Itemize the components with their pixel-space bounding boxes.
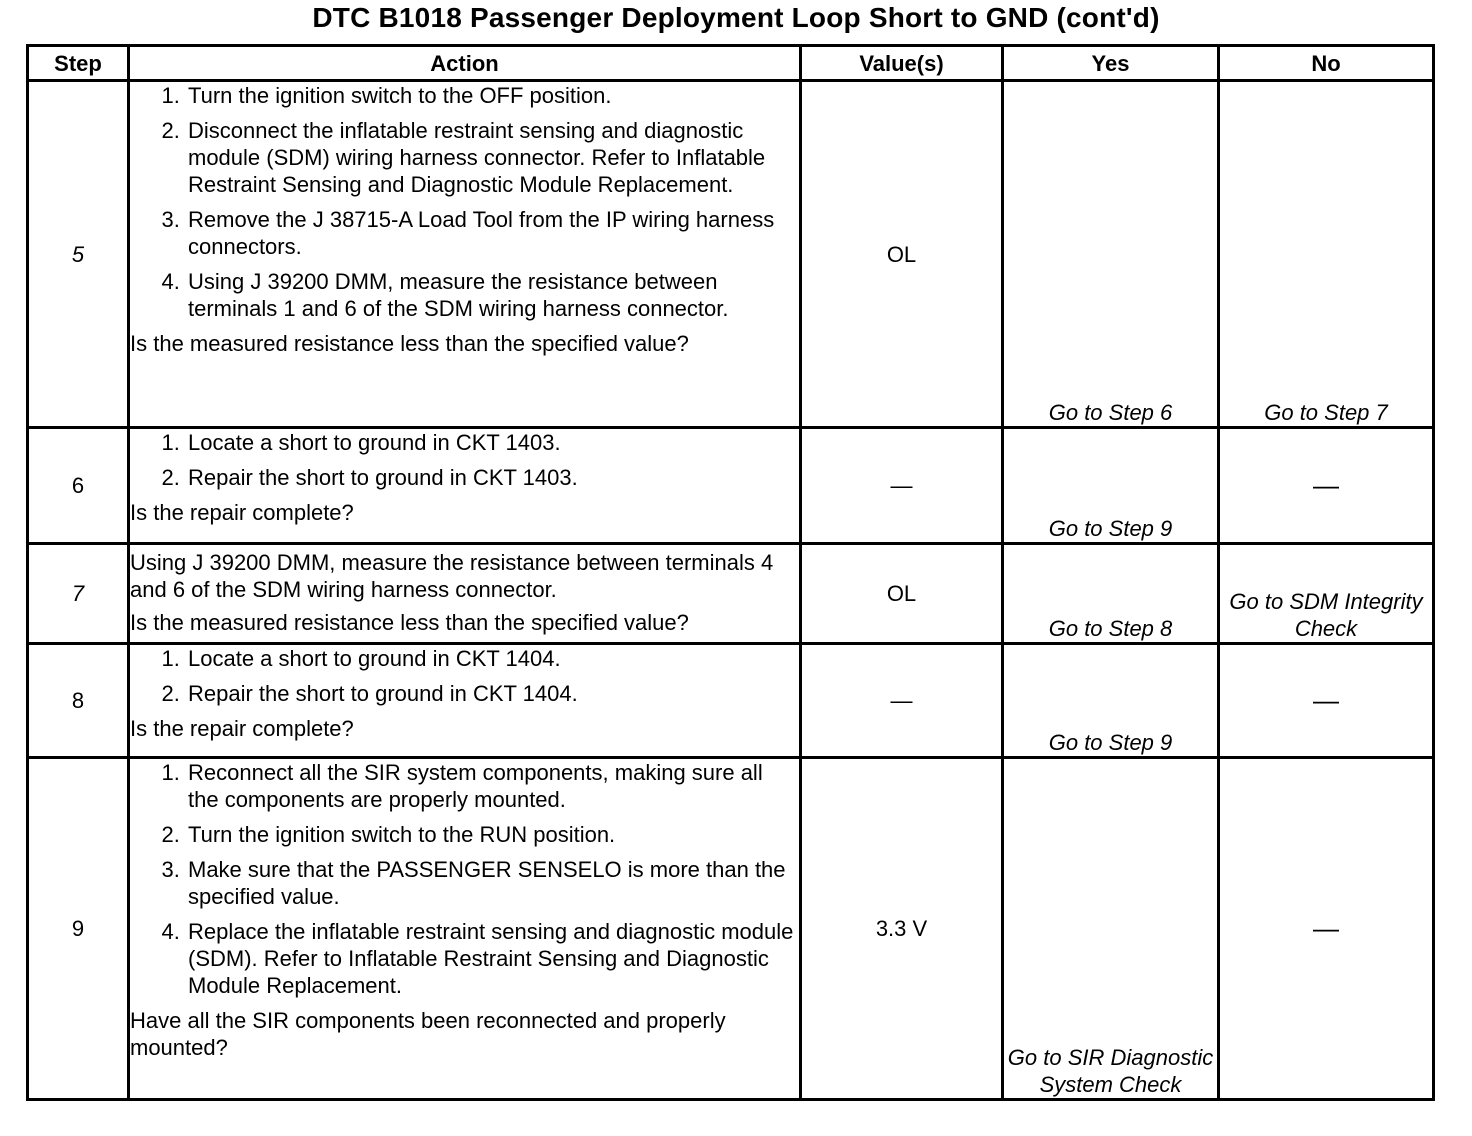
value-cell: — <box>801 428 1003 544</box>
value-cell: 3.3 V <box>801 758 1003 1100</box>
page-title: DTC B1018 Passenger Deployment Loop Short to GND (cont'd) <box>312 2 1160 33</box>
action-question: Is the measured resistance less than the specified value? <box>130 610 689 635</box>
action-list <box>130 645 799 707</box>
step-number: 5 <box>28 81 129 428</box>
header-yes: Yes <box>1003 46 1219 81</box>
step-number: 8 <box>28 644 129 758</box>
action-item: 1. Turn the ignition switch to the OFF position. <box>186 82 799 109</box>
step-number: 9 <box>28 758 129 1100</box>
value-cell: — <box>801 644 1003 758</box>
value-cell: OL <box>801 544 1003 644</box>
header-no: No <box>1219 46 1434 81</box>
action-item: 2. Turn the ignition switch to the RUN position. <box>186 821 799 848</box>
action-list <box>130 82 799 322</box>
table-row <box>28 758 1434 1100</box>
table-row <box>28 544 1434 644</box>
table-row <box>28 81 1434 428</box>
action-item: 2. Repair the short to ground in CKT 1404. <box>186 680 799 707</box>
header-row <box>28 46 1434 81</box>
yes-link: Go to Step 9 <box>1048 730 1173 755</box>
no-cell: — <box>1219 644 1434 758</box>
action-cell <box>129 81 801 428</box>
yes-cell <box>1003 644 1219 758</box>
table-row <box>28 428 1434 544</box>
action-item: 3. Make sure that the PASSENGER SENSELO is more than the specified value. <box>186 856 799 910</box>
yes-link: Go to SIR Diagnostic System Check <box>1007 1045 1214 1097</box>
action-item: 4. Using J 39200 DMM, measure the resistance between terminals 1 and 6 of the SDM wiring harness connector. <box>186 268 799 322</box>
action-question: Have all the SIR components been reconnected and properly mounted? <box>130 1008 726 1060</box>
action-item: 2. Disconnect the inflatable restraint sensing and diagnostic module (SDM) wiring harness connector. Refer to Inflatable Restraint Sensing and Diagnostic Module Replacement. <box>186 117 799 198</box>
yes-link: Go to Step 6 <box>1048 400 1173 425</box>
diagnostic-table <box>26 44 1435 1101</box>
yes-cell <box>1003 544 1219 644</box>
action-cell <box>129 544 801 644</box>
action-list <box>130 759 799 999</box>
header-action: Action <box>129 46 801 81</box>
action-item: 1. Reconnect all the SIR system components, making sure all the components are properly mounted. <box>186 759 799 813</box>
yes-cell <box>1003 758 1219 1100</box>
no-cell: — <box>1219 428 1434 544</box>
action-item: 1. Locate a short to ground in CKT 1404. <box>186 645 799 672</box>
yes-link: Go to Step 9 <box>1048 516 1173 541</box>
action-cell <box>129 758 801 1100</box>
no-cell: — <box>1219 758 1434 1100</box>
action-text: Using J 39200 DMM, measure the resistance between terminals 4 and 6 of the SDM wiring harness connector. <box>130 550 774 602</box>
action-list <box>130 429 799 491</box>
action-question: Is the repair complete? <box>130 500 354 525</box>
yes-cell <box>1003 428 1219 544</box>
table-row <box>28 644 1434 758</box>
no-cell <box>1219 544 1434 644</box>
yes-cell <box>1003 81 1219 428</box>
action-question: Is the measured resistance less than the specified value? <box>130 331 689 356</box>
no-cell <box>1219 81 1434 428</box>
step-number: 7 <box>28 544 129 644</box>
value-cell: OL <box>801 81 1003 428</box>
no-link: Go to SDM Integrity Check <box>1229 589 1423 641</box>
action-item: 4. Replace the inflatable restraint sensing and diagnostic module (SDM). Refer to Inflatable Restraint Sensing and Diagnostic Module Replacement. <box>186 918 799 999</box>
header-values: Value(s) <box>801 46 1003 81</box>
yes-link: Go to Step 8 <box>1048 616 1173 641</box>
step-number: 6 <box>28 428 129 544</box>
no-link: Go to Step 7 <box>1264 400 1388 425</box>
action-question: Is the repair complete? <box>130 716 354 741</box>
action-cell <box>129 644 801 758</box>
action-item: 3. Remove the J 38715-A Load Tool from the IP wiring harness connectors. <box>186 206 799 260</box>
action-cell <box>129 428 801 544</box>
header-step: Step <box>28 46 129 81</box>
action-item: 2. Repair the short to ground in CKT 1403. <box>186 464 799 491</box>
action-item: 1. Locate a short to ground in CKT 1403. <box>186 429 799 456</box>
